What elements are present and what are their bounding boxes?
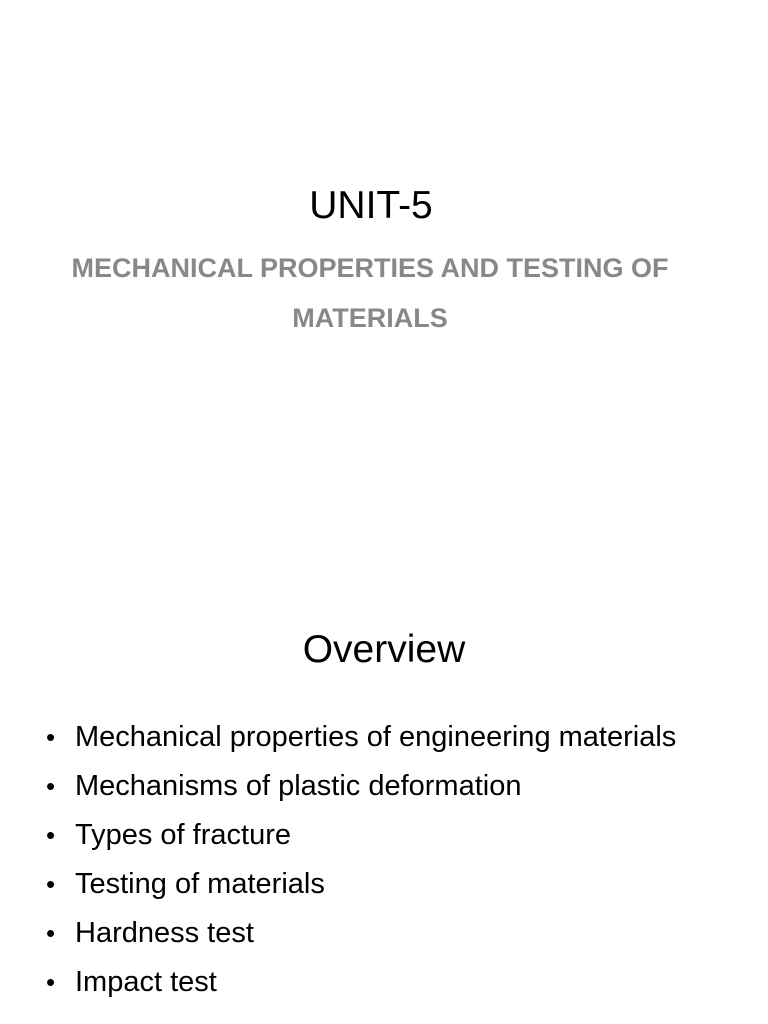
unit-title: UNIT-5 — [309, 184, 433, 227]
bullet-icon: • — [46, 869, 56, 899]
bullet-text: Impact test — [75, 966, 217, 998]
bullet-icon: • — [46, 918, 56, 948]
overview-bullet-list — [40, 717, 680, 1011]
bullet-text: Hardness test — [75, 917, 254, 949]
bullet-text: Mechanisms of plastic deformation — [75, 770, 522, 802]
bullet-item — [40, 864, 680, 905]
bullet-item — [40, 962, 680, 1003]
bullet-item — [40, 815, 680, 856]
bullet-text: Types of fracture — [75, 819, 291, 851]
bullet-text: Mechanical properties of engineering materials — [75, 721, 677, 753]
bullet-icon: • — [46, 722, 56, 752]
bullet-icon: • — [46, 820, 56, 850]
bullet-text: Testing of materials — [75, 868, 325, 900]
bullet-item — [40, 717, 680, 758]
bullet-icon: • — [46, 967, 56, 997]
bullet-item — [40, 913, 680, 954]
overview-title: Overview — [302, 628, 466, 671]
bullet-icon: • — [46, 771, 56, 801]
bullet-item — [40, 766, 680, 807]
unit-subtitle: MECHANICAL PROPERTIES AND TESTING OF MATERIALS — [71, 253, 669, 333]
